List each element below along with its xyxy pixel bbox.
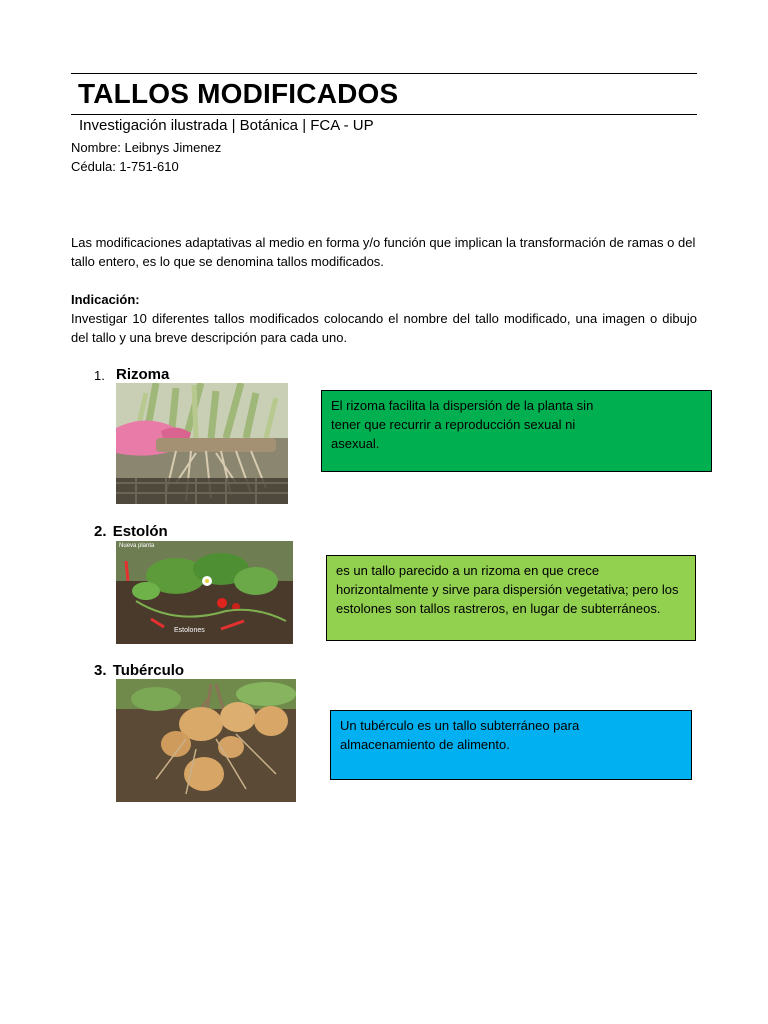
intro-paragraph: Las modificaciones adaptativas al medio en forma y/o función que implican la transformación de ramas o del tallo entero, es lo que se denomina tallos modificados. bbox=[71, 235, 696, 269]
page-title: TALLOS MODIFICADOS bbox=[78, 78, 399, 109]
estolon-description-box bbox=[326, 555, 696, 641]
item-name: Tubérculo bbox=[112, 662, 185, 679]
estolon-description: es un tallo parecido a un rizoma en que crece horizontalmente y sirve para dispersión vegetativa; pero los estolones son tallos rastreros, en lugar de subterráneos. bbox=[336, 563, 679, 616]
top-rule bbox=[71, 73, 697, 74]
photo-label-stolons: Estolones bbox=[174, 627, 205, 634]
item-number: 1. bbox=[94, 368, 105, 383]
item-name: Estolón bbox=[112, 523, 168, 540]
rizoma-description: El rizoma facilita la dispersión de la planta sin tener que recurrir a reproducción sexual ni asexual. bbox=[331, 398, 594, 451]
student-name: Nombre: Leibnys Jimenez bbox=[71, 140, 222, 155]
item-title-rizoma: Rizoma bbox=[116, 366, 170, 383]
rizoma-description-box bbox=[321, 390, 712, 472]
rizoma-photo bbox=[116, 383, 288, 504]
tuberculo-description-box bbox=[330, 710, 692, 780]
tuberculo-description: Un tubérculo es un tallo subterráneo para almacenamiento de alimento. bbox=[340, 718, 580, 752]
tuberculo-photo bbox=[116, 679, 296, 802]
student-id: Cédula: 1-751-610 bbox=[71, 159, 179, 174]
page-subtitle: Investigación ilustrada | Botánica | FCA - UP bbox=[79, 117, 374, 134]
instruction-paragraph: Investigar 10 diferentes tallos modificados colocando el nombre del tallo modificado, una imagen o dibujo del tallo y una breve descripción para cada uno. bbox=[71, 311, 697, 345]
item-title-tuberculo bbox=[94, 662, 184, 679]
item-number: 2. bbox=[94, 523, 107, 540]
photo-label-new-plant: Nueva planta bbox=[119, 543, 155, 549]
item-number: 3. bbox=[94, 662, 107, 679]
instruction-heading: Indicación: bbox=[71, 292, 140, 307]
estolon-photo bbox=[116, 541, 293, 644]
item-title-estolon bbox=[94, 523, 168, 540]
title-rule bbox=[71, 114, 697, 115]
